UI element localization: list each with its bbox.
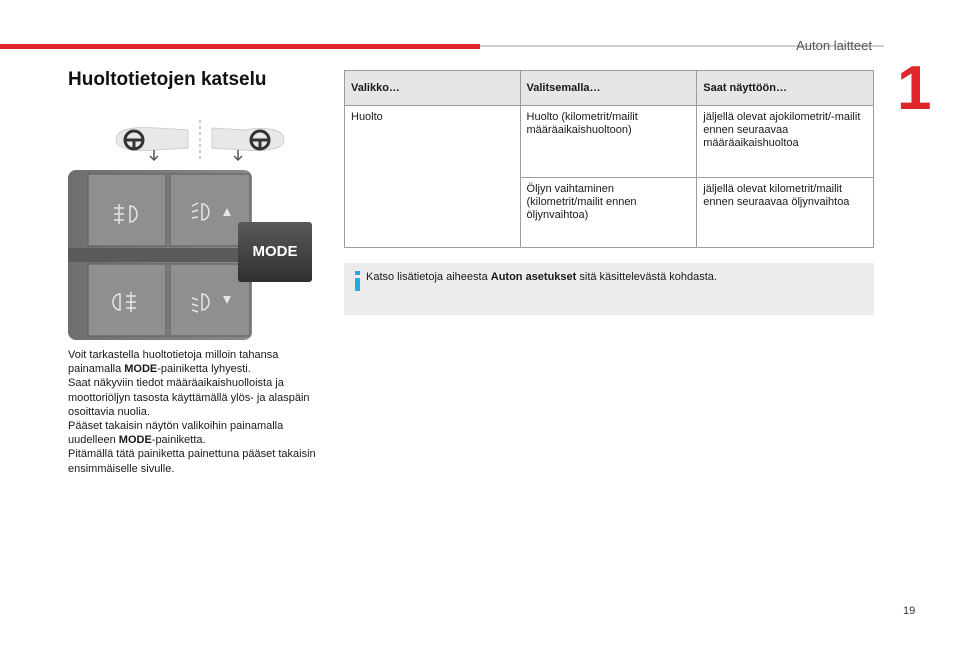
paragraph: Saat näkyviin tiedot määräaikaishuolloista ja moottoriöljyn tasosta käyttämällä ylös- ja alaspäin osoittavia nuolia.	[68, 377, 310, 418]
table-cell-select: Huolto (kilometrit/mailit määräaikaishuoltoon)	[520, 106, 697, 178]
body-text	[68, 348, 330, 476]
table-cell-select: Öljyn vaihtaminen (kilometrit/mailit ennen öljynvaihtoa)	[520, 178, 697, 248]
mode-keyword: MODE	[118, 434, 152, 447]
table-cell-menu: Huolto	[345, 106, 521, 248]
page-number: 19	[903, 605, 916, 617]
info-note: Katso lisätietoja aiheesta Auton asetukset sitä käsittelevästä kohdasta.	[344, 263, 874, 315]
paragraph: Pääset takaisin näytön valikoihin painamalla uudelleen MODE-painiketta.	[68, 420, 284, 447]
page-title: Huoltotietojen katselu	[68, 69, 267, 90]
table-header-row	[345, 71, 874, 106]
info-icon	[352, 270, 364, 292]
column-header-select: Valitsemalla…	[520, 71, 697, 106]
steering-control-illustration	[110, 118, 290, 162]
down-arrow-icon	[234, 150, 242, 160]
down-arrow-icon	[150, 150, 158, 160]
column-header-menu: Valikko…	[345, 71, 521, 106]
column-header-display: Saat näyttöön…	[697, 71, 874, 106]
mode-button-illustration: MODE	[238, 222, 312, 282]
paragraph: Voit tarkastella huoltotietoja milloin tahansa painamalla MODE-painiketta lyhyesti.	[68, 349, 279, 376]
mode-keyword: MODE	[124, 363, 158, 376]
paragraph: Pitämällä tätä painiketta painettuna pääset takaisin ensimmäiselle sivulle.	[68, 448, 316, 475]
settings-reference: Auton asetukset	[490, 271, 577, 283]
switch-panel-illustration	[68, 170, 254, 340]
table-row	[345, 106, 874, 178]
info-table	[344, 70, 874, 248]
section-title: Auton laitteet	[796, 38, 872, 53]
chapter-number: 1	[897, 54, 932, 123]
header-red-bar	[0, 44, 480, 49]
table-cell-display: jäljellä olevat ajokilometrit/-mailit ennen seuraavaa määräaikaishuoltoa	[697, 106, 874, 178]
table-cell-display: jäljellä olevat kilometrit/mailit ennen seuraavaa öljynvaihtoa	[697, 178, 874, 248]
